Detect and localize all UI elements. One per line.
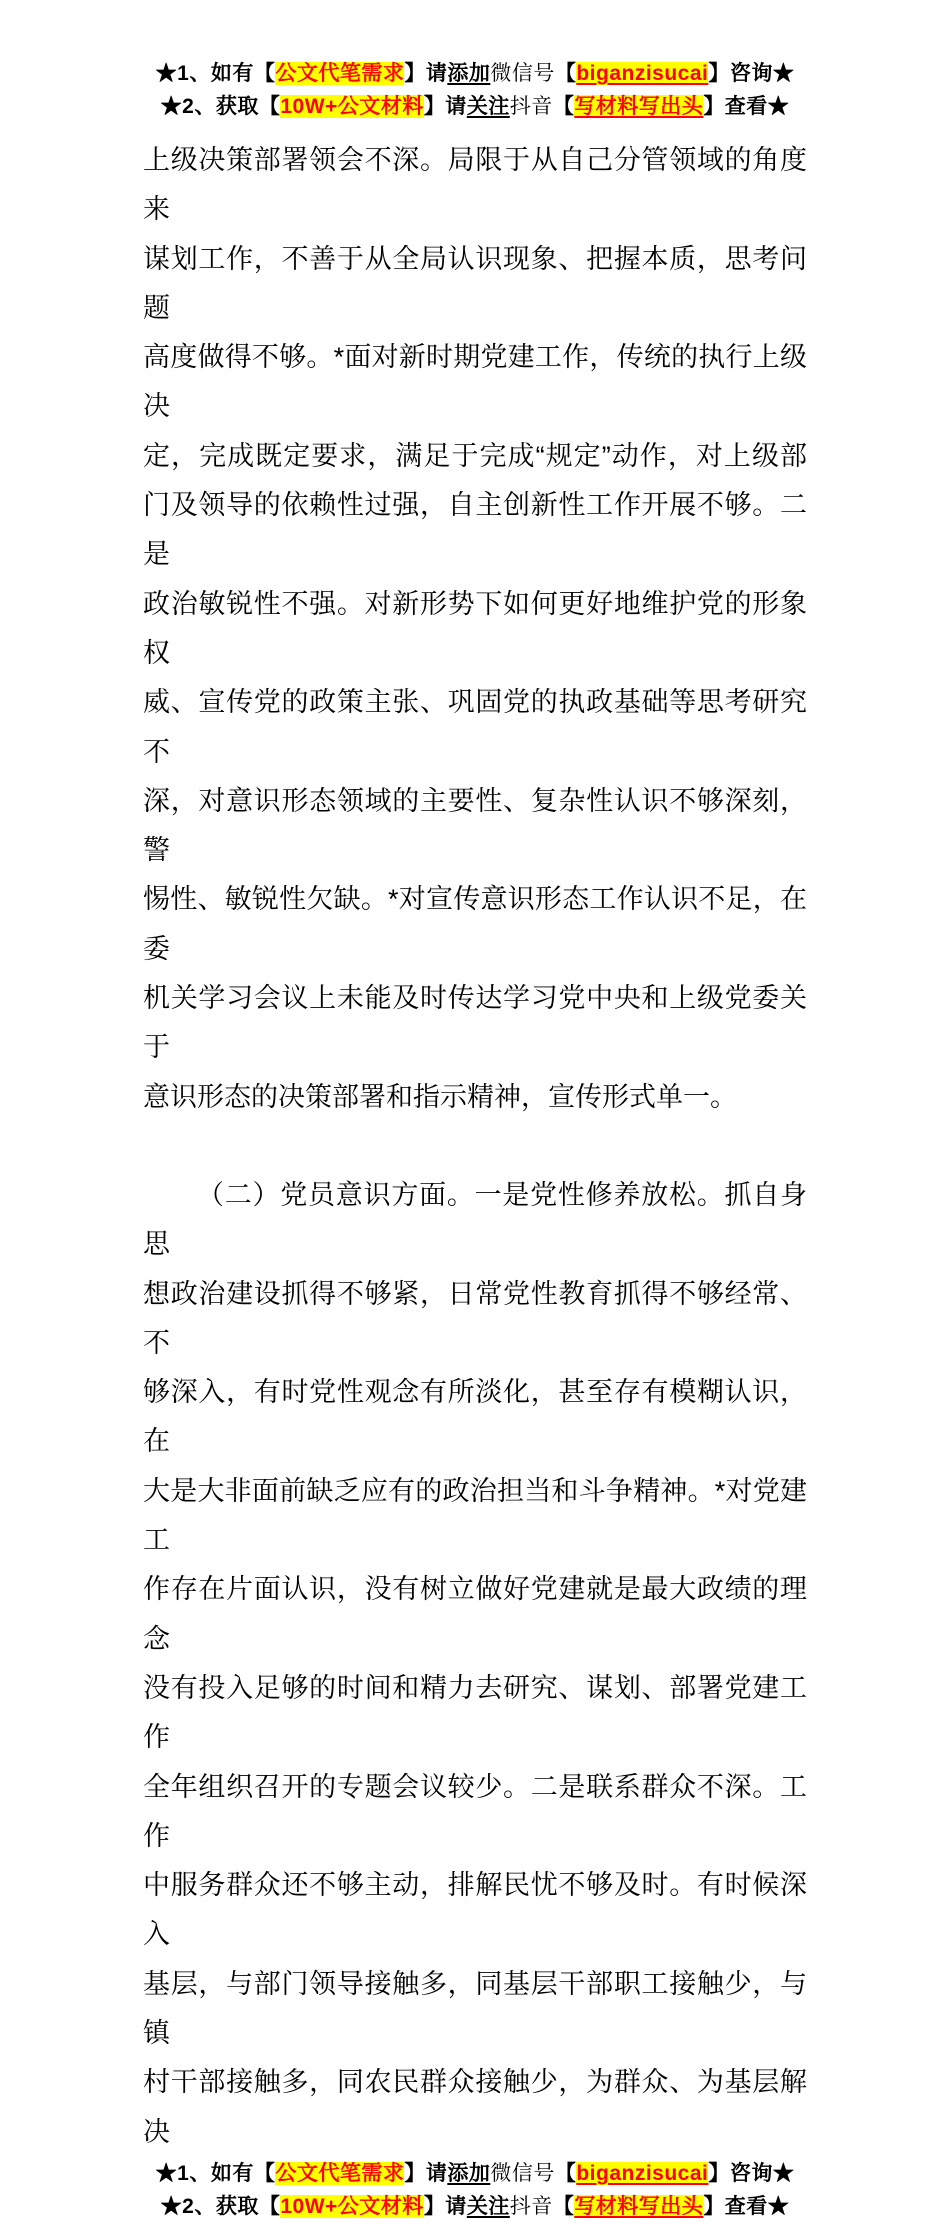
- promo-line: [0, 2157, 950, 2190]
- promo-footer: [0, 2157, 950, 2223]
- promo-segment: 【: [554, 62, 577, 85]
- body-text-line: 威、宣传党的政策主张、巩固党的执政基础等思考研究不: [143, 687, 807, 767]
- promo-segment: ★2、获取【: [160, 2194, 281, 2218]
- promo-segment: 】请: [404, 62, 448, 85]
- promo-segment: 【: [552, 95, 575, 118]
- promo-segment: 添加: [447, 2161, 491, 2185]
- promo-segment: ★2、获取【: [160, 95, 281, 118]
- promo-segment: 抖音: [509, 2194, 553, 2218]
- body-text-line: 政治敏锐性不强。对新形势下如何更好地维护党的形象权: [143, 588, 807, 668]
- body-text-line: 定，完成既定要求，满足于完成“规定”动作，对上级部: [143, 440, 807, 471]
- promo-header: [0, 0, 950, 123]
- body-text-line: （二）党员意识方面。一是党性修养放松。抓自身思: [143, 1179, 807, 1260]
- body-text-line: 基层，与部门领导接触多，同基层干部职工接触少，与镇: [143, 1968, 807, 2048]
- paragraph: [143, 136, 807, 1122]
- body-text-line: 惕性、敏锐性欠缺。*对宣传意识形态工作认识不足，在委: [143, 884, 807, 964]
- promo-highlight-segment: 写材料写出头: [574, 95, 704, 118]
- promo-segment: 】咨询★: [708, 62, 795, 85]
- body-text-line: 中服务群众还不够主动，排解民忧不够及时。有时候深入: [143, 1870, 807, 1950]
- promo-segment: 微信号: [490, 62, 555, 85]
- promo-segment: 】查看★: [703, 2194, 790, 2218]
- body-text-line: 村干部接触多，同农民群众接触少，为群众、为基层解决: [143, 2067, 807, 2147]
- promo-highlight-segment: 10W+公文材料: [280, 2194, 424, 2218]
- body-text-line: 全年组织召开的专题会议较少。二是联系群众不深。工作: [143, 1771, 807, 1851]
- body-text-line: 大是大非面前缺乏应有的政治担当和斗争精神。*对党建工: [143, 1475, 807, 1556]
- body-text-line: 意识形态的决策部署和指示精神，宣传形式单一。: [143, 1081, 737, 1112]
- body-text-line: 够深入，有时党性观念有所淡化，甚至存有模糊认识，在: [143, 1377, 807, 1457]
- body-text-line: 机关学习会议上未能及时传达学习党中央和上级党委关于: [143, 983, 807, 1063]
- promo-segment: 】请: [423, 2194, 467, 2218]
- promo-segment: 【: [554, 2161, 577, 2185]
- promo-highlight-segment: 公文代笔需求: [275, 62, 405, 85]
- body-text-line: 高度做得不够。*面对新时期党建工作，传统的执行上级决: [143, 342, 807, 422]
- promo-highlight-segment: 公文代笔需求: [275, 2161, 405, 2185]
- promo-segment: ★1、如有【: [155, 2161, 276, 2185]
- body-text-line: 作存在片面认识，没有树立做好党建就是最大政绩的理念: [143, 1574, 807, 1654]
- promo-segment: 关注: [466, 95, 510, 118]
- body-text-line: 谋划工作，不善于从全局认识现象、把握本质，思考问题: [143, 243, 807, 323]
- promo-highlight-segment: biganzisucai: [576, 2161, 709, 2185]
- promo-segment: ★1、如有【: [155, 62, 276, 85]
- promo-highlight-segment: biganzisucai: [576, 62, 709, 85]
- promo-segment: 添加: [447, 62, 491, 85]
- body-text-line: 没有投入足够的时间和精力去研究、谋划、部署党建工作: [143, 1672, 807, 1753]
- promo-segment: 微信号: [490, 2161, 555, 2185]
- paragraph: [143, 1171, 807, 2157]
- promo-line: [0, 90, 950, 123]
- promo-segment: 【: [552, 2194, 575, 2218]
- promo-highlight-segment: 10W+公文材料: [280, 95, 424, 118]
- promo-line: [0, 57, 950, 90]
- body-text-line: 深，对意识形态领域的主要性、复杂性认识不够深刻，警: [143, 785, 807, 866]
- promo-line: [0, 2190, 950, 2223]
- promo-highlight-segment: 写材料写出头: [574, 2194, 704, 2218]
- body-text-line: 想政治建设抓得不够紧，日常党性教育抓得不够经常、不: [143, 1278, 807, 1358]
- promo-segment: 】咨询★: [708, 2161, 795, 2185]
- body-text-line: 上级决策部署领会不深。局限于从自己分管领域的角度来: [143, 145, 807, 225]
- promo-segment: 关注: [466, 2194, 510, 2218]
- promo-segment: 抖音: [509, 95, 553, 118]
- document-body: [143, 136, 807, 2157]
- body-text-line: 门及领导的依赖性过强，自主创新性工作开展不够。二是: [143, 490, 807, 570]
- promo-segment: 】请: [423, 95, 467, 118]
- promo-segment: 】查看★: [703, 95, 790, 118]
- promo-segment: 】请: [404, 2161, 448, 2185]
